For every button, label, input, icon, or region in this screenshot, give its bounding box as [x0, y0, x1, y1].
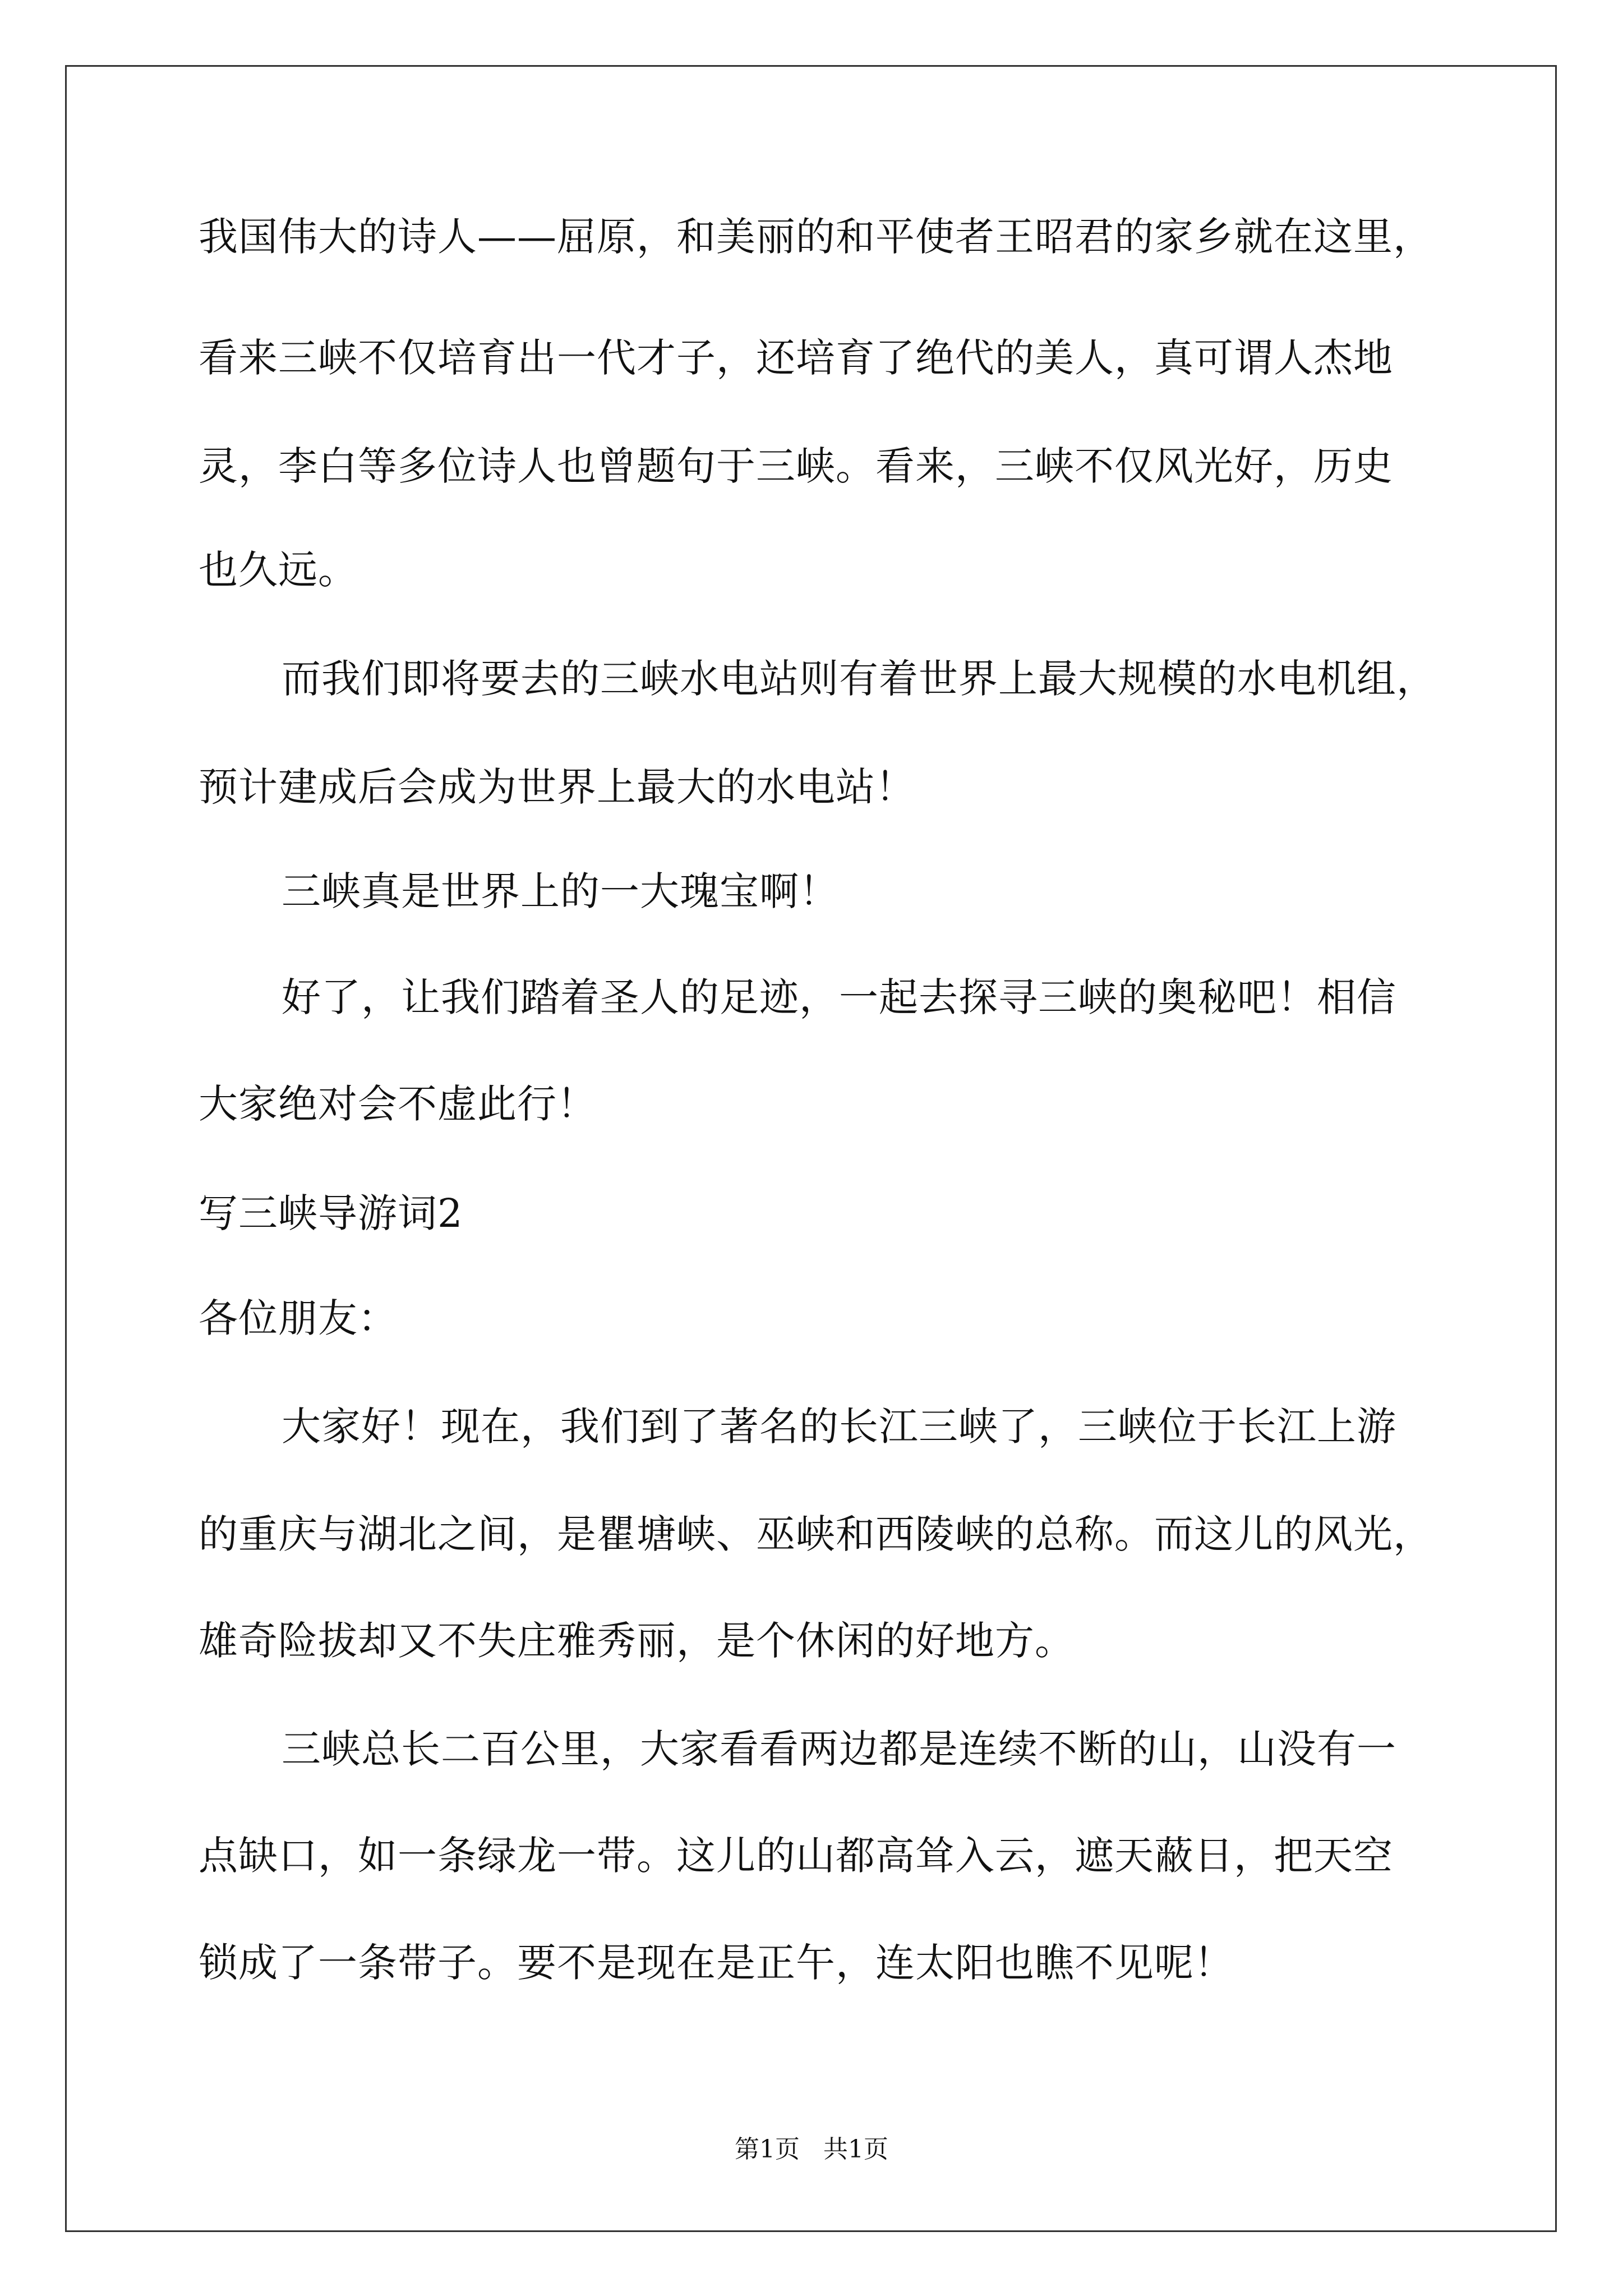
text-line: 点缺口，如一条绿龙一带。这儿的山都高耸入云，遮天蔽日，把天空: [199, 1833, 1393, 1879]
paragraph-first-line: 而我们即将要去的三峡水电站则有着世界上最大规模的水电机组，: [282, 656, 1436, 702]
text-line: 锁成了一条带子。要不是现在是正午，连太阳也瞧不见呢！: [199, 1940, 1234, 1986]
page-footer: 第1页 共1页: [735, 2135, 888, 2164]
text-line: 看来三峡不仅培育出一代才子，还培育了绝代的美人，真可谓人杰地: [199, 335, 1393, 381]
page-border: [65, 65, 1557, 2232]
text-line: 灵，李白等多位诗人也曾题句于三峡。看来，三峡不仅风光好，历史: [199, 443, 1393, 489]
salutation: 各位朋友：: [199, 1295, 398, 1341]
text-line: 的重庆与湖北之间，是瞿塘峡、巫峡和西陵峡的总称。而这儿的风光，: [199, 1511, 1433, 1557]
paragraph-first-line: 大家好！现在，我们到了著名的长江三峡了，三峡位于长江上游: [282, 1404, 1396, 1450]
section-heading: 写三峡导游词2: [199, 1190, 463, 1236]
paragraph-first-line: 三峡总长二百公里，大家看看两边都是连续不断的山，山没有一: [282, 1726, 1396, 1772]
text-line: 也久远。: [199, 547, 358, 593]
paragraph-first-line: 好了，让我们踏着圣人的足迹，一起去探寻三峡的奥秘吧！相信: [282, 974, 1396, 1020]
text-line: 我国伟大的诗人——屈原，和美丽的和平使者王昭君的家乡就在这里，: [199, 214, 1433, 260]
text-line: 大家绝对会不虚此行！: [199, 1081, 597, 1127]
text-line: 预计建成后会成为世界上最大的水电站！: [199, 764, 915, 810]
text-line: 雄奇险拔却又不失庄雅秀丽，是个休闲的好地方。: [199, 1618, 1075, 1664]
paragraph-first-line: 三峡真是世界上的一大瑰宝啊！: [282, 868, 839, 914]
